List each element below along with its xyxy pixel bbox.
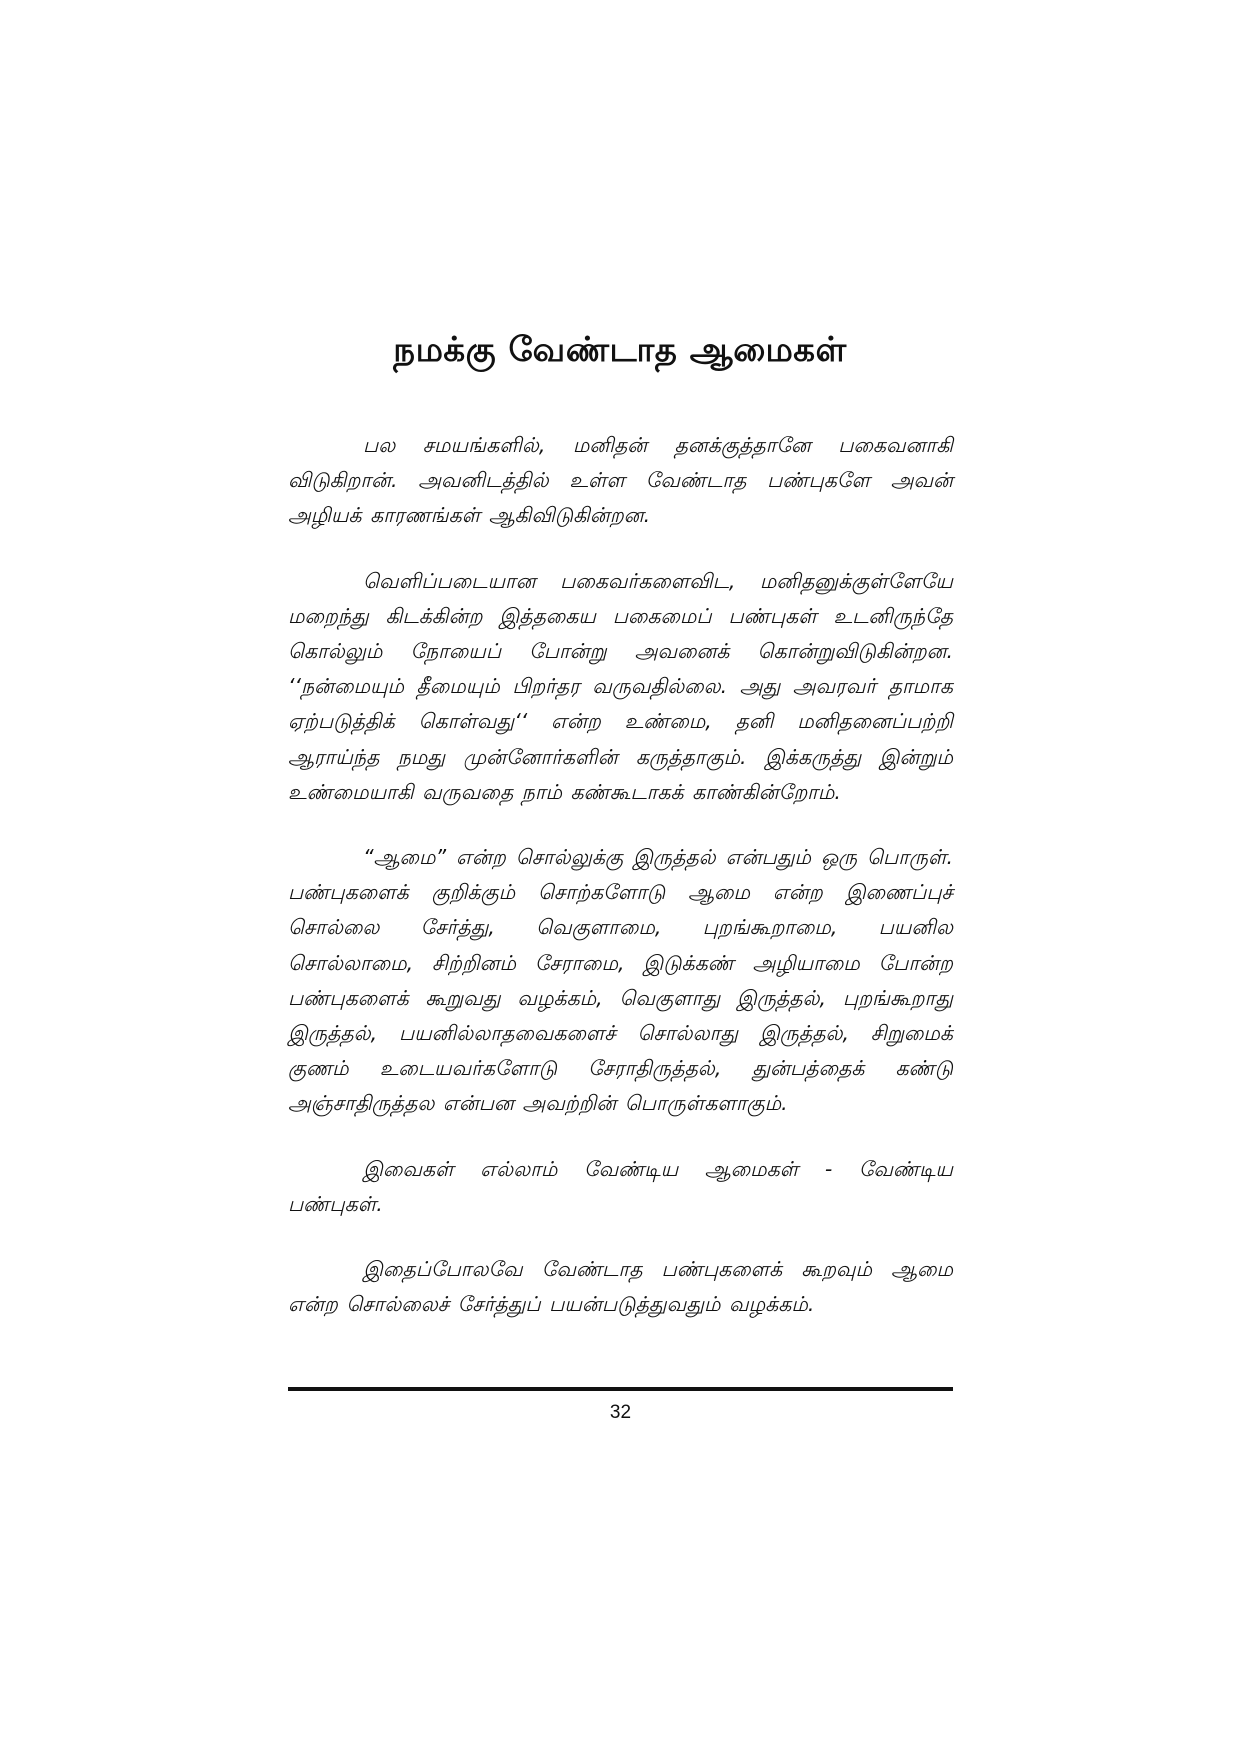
paragraph-2: வெளிப்படையான பகைவர்களைவிட, மனிதனுக்குள்ளேயே மறைந்து கிடக்கின்ற இத்தகைய பகைமைப் பண்புகள் உடனிருந்தே கொல்லும் நோயைப் போன்று அவனைக் கொன்றுவிடுகின்றன. ‘‘நன்மையும் தீமையும் பிறர்தர வருவதில்லை. அது அவரவர் தாமாக ஏற்படுத்திக் கொள்வது‘‘ என்ற உண்மை, தனி மனிதனைப்பற்றி ஆராய்ந்த நமது முன்னோர்களின் கருத்தாகும். இக்கருத்து இன்றும் உண்மையாகி வருவதை நாம் கண்கூடாகக் காண்கின்றோம்.: [288, 568, 953, 804]
paragraph-4: இவைகள் எல்லாம் வேண்டிய ஆமைகள் - வேண்டிய பண்புகள்.: [288, 1156, 953, 1216]
body-text: [288, 428, 953, 1352]
footer-rule: [288, 1387, 953, 1391]
chapter-title: நமக்கு வேண்டாத ஆமைகள்: [393, 330, 847, 370]
paragraph-5: இதைப்போலவே வேண்டாத பண்புகளைக் கூறவும் ஆமை என்ற சொல்லைச் சேர்த்துப் பயன்படுத்துவதும் வழக்கம்.: [288, 1257, 953, 1317]
paragraph-1: பல சமயங்களில், மனிதன் தனக்குத்தானே பகைவனாகி விடுகிறான். அவனிடத்தில் உள்ள வேண்டாத பண்புகளே அவன் அழியக் காரணங்கள் ஆகிவிடுகின்றன.: [288, 433, 953, 528]
page-number: 32: [609, 1402, 632, 1423]
paragraph-3: “ஆமை” என்ற சொல்லுக்கு இருத்தல் என்பதும் ஒரு பொருள். பண்புகளைக் குறிக்கும் சொற்களோடு ஆமை என்ற இணைப்புச் சொல்லை சேர்த்து, வெகுளாமை, புறங்கூறாமை, பயனில சொல்லாமை, சிற்றினம் சேராமை, இடுக்கண் அழியாமை போன்ற பண்புகளைக் கூறுவது வழக்கம், வெகுளாது இருத்தல், புறங்கூறாது இருத்தல், பயனில்லாதவைகளைச் சொல்லாது இருத்தல், சிறுமைக் குணம் உடையவர்களோடு சேராதிருத்தல், துன்பத்தைக் கண்டு அஞ்சாதிருத்தல என்பன அவற்றின் பொருள்களாகும்.: [288, 845, 953, 1116]
